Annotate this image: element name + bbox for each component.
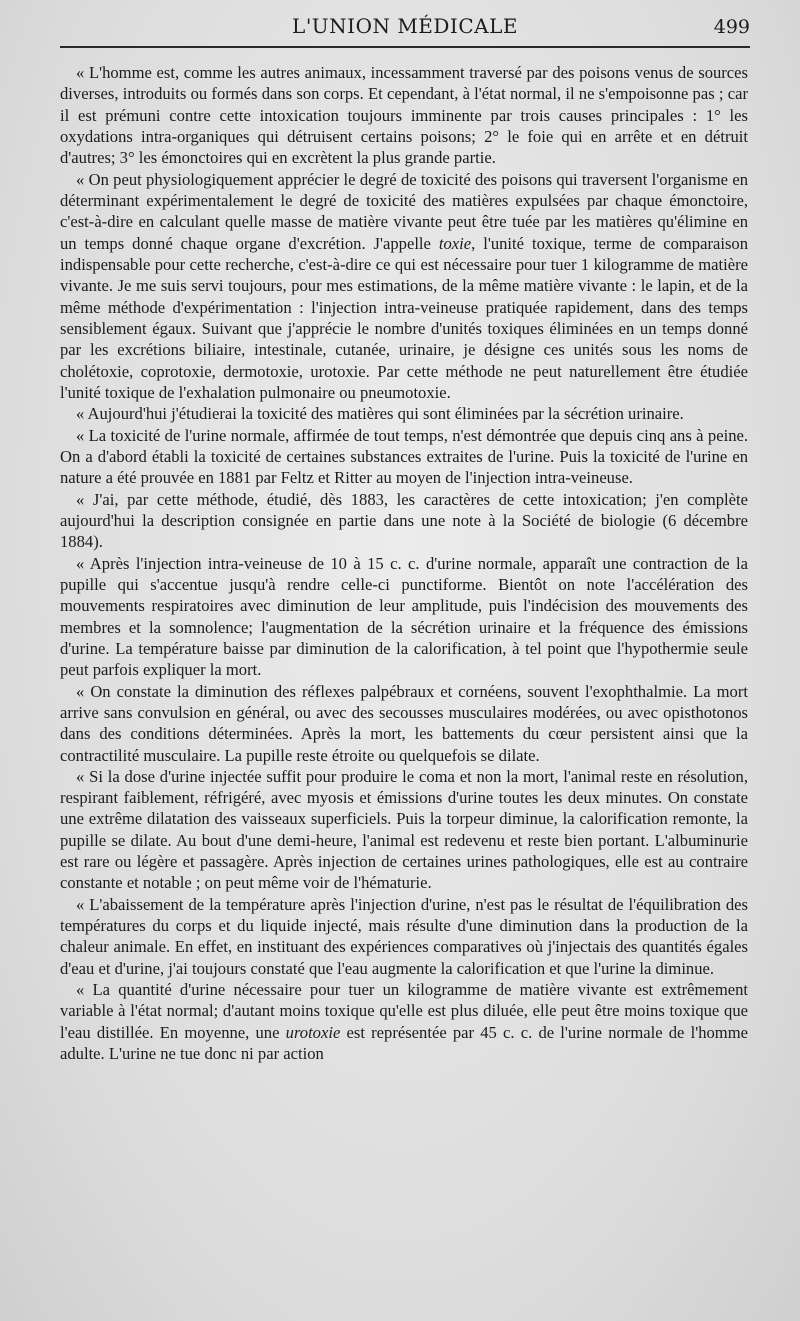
paragraph-1: « L'homme est, comme les autres animaux, incessamment traversé par des poisons venus de sources diverses, introduits ou formés dans son corps. Et cependant, à l'état normal, il ne s'empoisonne pas ; car il est prémuni contre cette intoxication toujours imminente par trois causes principales : 1° les oxydations intra-organiques qui détruisent certains poisons; 2° le foie qui en arrête et en détruit d'autres; 3° les émonctoires qui en excrètent la plus grande partie.: [60, 63, 748, 168]
paragraph-5: « J'ai, par cette méthode, étudié, dès 1883, les caractères de cette intoxication; j'en complète aujourd'hui la description consignée en partie dans une note à la Société de biologie (6 décembre 1884).: [60, 489, 748, 552]
body-text: [60, 62, 748, 1064]
paragraph-2: « On peut physiologiquement apprécier le degré de toxicité des poisons qui traversent l'organisme en déterminant expérimentalement le degré de toxicité des matières expulsées par chaque émonctoire, c'est-à-dire en calculant quelle masse de matière vivante peut être tuée par les matières qu'élimine en un temps donné chaque organe d'excrétion. J'appelle toxie, l'unité toxique, terme de comparaison indispensable pour cette recherche, c'est-à-dire ce qui est nécessaire pour tuer 1 kilogramme de matière vivante. Je me suis servi toujours, pour mes estimations, de la même matière vivante : le lapin, et de la même méthode d'expérimentation : l'injection intra-veineuse pratiquée rapidement, dans des temps sensiblement égaux. Suivant que j'apprécie le nombre d'unités toxiques éliminées en un temps donné par les excrétions biliaire, intestinale, cutanée, urinaire, je désigne ces unités sous les noms de cholétoxie, coprotoxie, dermotoxie, urotoxie. Par cette méthode ne peut naturellement être étudiée l'unité toxique de l'exhalation pulmonaire ou pneumotoxie.: [60, 169, 748, 402]
paragraph-6: « Après l'injection intra-veineuse de 10 à 15 c. c. d'urine normale, apparaît une contraction de la pupille qui s'accentue jusqu'à rendre celle-ci punctiforme. Bientôt on note l'accélération des mouvements respiratoires avec diminution de leur amplitude, puis l'indécision des mouvements des membres et la somnolence; l'augmentation de la sécrétion urinaire et la fréquence des émissions d'urine. La température baisse par diminution de la calorification, à tel point que l'hypothermie seule peut parfois expliquer la mort.: [60, 553, 748, 680]
paragraph-4: « La toxicité de l'urine normale, affirmée de tout temps, n'est démontrée que depuis cinq ans à peine. On a d'abord établi la toxicité de certaines substances extraites de l'urine. Puis la toxicité de l'urine en nature a été prouvée en 1881 par Feltz et Ritter au moyen de l'injection intra-veineuse.: [60, 425, 748, 488]
paragraph-9: « L'abaissement de la température après l'injection d'urine, n'est pas le résultat de l'équilibration des températures du corps et du liquide injecté, mais résulte d'une diminution dans la production de la chaleur animale. En effet, en instituant des expériences comparatives où j'injectais des quantités égales d'eau et d'urine, j'ai toujours constaté que l'eau augmente la calorification et que l'urine la diminue.: [60, 894, 748, 978]
term-urotoxie: urotoxie: [285, 1022, 341, 1042]
page-header: [60, 14, 750, 44]
term-toxie: toxie: [438, 233, 472, 253]
paragraph-3: « Aujourd'hui j'étudierai la toxicité des matières qui sont éliminées par la sécrétion urinaire.: [76, 404, 684, 424]
running-title: L'UNION MÉDICALE: [292, 14, 518, 38]
page-number: 499: [713, 16, 750, 38]
paragraph-7: « On constate la diminution des réflexes palpébraux et cornéens, souvent l'exophthalmie. La mort arrive sans convulsion en général, ou avec des secousses musculaires modérées, ou avec opisthotonos dans des conditions déterminées. Après la mort, les battements du cœur persistent ainsi que la contractilité musculaire. La pupille reste étroite ou quelquefois se dilate.: [60, 681, 748, 765]
paragraph-10: « La quantité d'urine nécessaire pour tuer un kilogramme de matière vivante est extrêmement variable à l'état normal; d'autant moins toxique qu'elle est plus diluée, elle peut être moins toxique que l'eau distillée. En moyenne, une urotoxie est représentée par 45 c. c. de l'urine normale de l'homme adulte. L'urine ne tue donc ni par action: [60, 980, 748, 1064]
paragraph-8: « Si la dose d'urine injectée suffit pour produire le coma et non la mort, l'animal reste en résolution, respirant faiblement, réfrigéré, avec myosis et émissions d'urine toutes les deux minutes. On constate une extrême dilatation des vaisseaux superficiels. Puis la torpeur diminue, la calorification remonte, la pupille se dilate. Au bout d'une demi-heure, l'animal est redevenu et reste bien portant. L'albuminurie est rare ou légère et passagère. Après injection de certaines urines pathologiques, elle est au contraire constante et notable ; on peut même voir de l'hématurie.: [60, 766, 748, 893]
header-rule: [60, 46, 750, 48]
